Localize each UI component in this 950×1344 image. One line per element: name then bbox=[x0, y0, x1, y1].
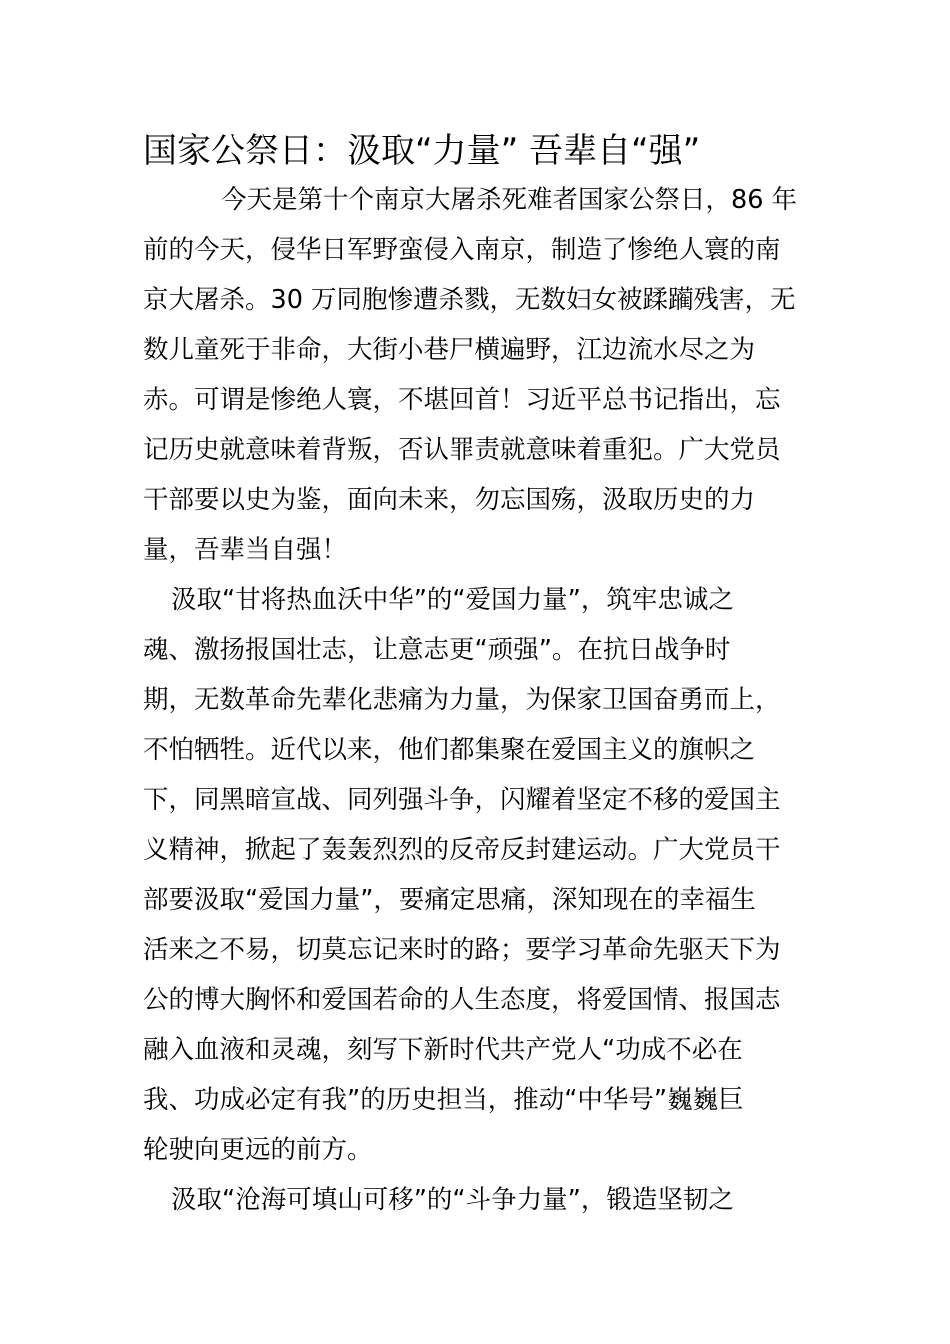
paragraph-2-line-12: 轮驶向更远的前方。 bbox=[143, 1135, 373, 1165]
paragraph-2-line-2: 魂、激扬报国壮志，让意志更“顽强”。在抗日战争时 bbox=[143, 635, 731, 665]
paragraph-3-line-1: 汲取“沧海可填山可移”的“斗争力量”，锻造坚韧之 bbox=[171, 1185, 734, 1215]
paragraph-1-line-3: 京大屠杀。30 万同胞惨遭杀戮，无数妇女被蹂躏残害，无 bbox=[143, 285, 796, 315]
paragraph-1-line-5: 赤。可谓是惨绝人寰，不堪回首！习近平总书记指出，忘 bbox=[143, 385, 781, 415]
paragraph-2-line-6: 义精神，掀起了轰轰烈烈的反帝反封建运动。广大党员干 bbox=[143, 835, 781, 865]
paragraph-2-line-1: 汲取“甘将热血沃中华”的“爱国力量”，筑牢忠诚之 bbox=[171, 585, 734, 615]
paragraph-1-line-6: 记历史就意味着背叛，否认罪责就意味着重犯。广大党员 bbox=[143, 435, 781, 465]
paragraph-1-line-8: 量，吾辈当自强！ bbox=[143, 535, 348, 565]
paragraph-2-line-4: 不怕牺牲。近代以来，他们都集聚在爱国主义的旗帜之 bbox=[143, 735, 756, 765]
paragraph-2-line-11: 我、功成必定有我”的历史担当，推动“中华号”巍巍巨 bbox=[143, 1085, 744, 1115]
paragraph-2-line-3: 期，无数革命先辈化悲痛为力量，为保家卫国奋勇而上， bbox=[143, 685, 781, 715]
document-title: 国家公祭日：汲取“力量” 吾辈自“强” bbox=[143, 131, 701, 171]
paragraph-1-line-7: 干部要以史为鉴，面向未来，勿忘国殇，汲取历史的力 bbox=[143, 485, 756, 515]
paragraph-1-line-4: 数儿童死于非命，大街小巷尸横遍野，江边流水尽之为 bbox=[143, 335, 756, 365]
paragraph-2-line-7: 部要汲取“爱国力量”，要痛定思痛，深知现在的幸福生 bbox=[143, 885, 756, 915]
paragraph-1-line-2: 前的今天，侵华日军野蛮侵入南京，制造了惨绝人寰的南 bbox=[143, 235, 781, 265]
paragraph-2-line-8: 活来之不易，切莫忘记来时的路；要学习革命先驱天下为 bbox=[143, 935, 781, 965]
paragraph-2-line-5: 下，同黑暗宣战、同列强斗争，闪耀着坚定不移的爱国主 bbox=[143, 785, 781, 815]
paragraph-2-line-9: 公的博大胸怀和爱国若命的人生态度，将爱国情、报国志 bbox=[143, 985, 781, 1015]
paragraph-1-line-1: 今天是第十个南京大屠杀死难者国家公祭日，86 年 bbox=[221, 185, 798, 215]
paragraph-2-line-10: 融入血液和灵魂，刻写下新时代共产党人“功成不必在 bbox=[143, 1035, 743, 1065]
